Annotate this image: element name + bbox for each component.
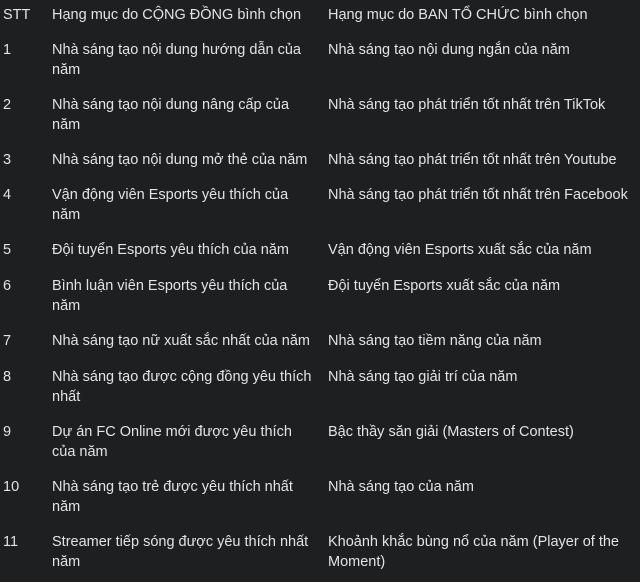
row-community: Streamer tiếp sóng được yêu thích nhất năm: [52, 534, 309, 570]
row-stt: 4: [3, 187, 12, 203]
row-community: Bình luận viên Esports yêu thích của năm: [52, 278, 288, 314]
row-stt: 3: [3, 152, 12, 168]
table-row: [0, 240, 640, 260]
row-organizer: Nhà sáng tạo phát triển tốt nhất trên Youtube: [328, 152, 617, 168]
table-row: [0, 276, 640, 316]
row-stt: 7: [3, 333, 12, 349]
row-community: Đội tuyển Esports yêu thích của năm: [52, 242, 289, 258]
row-community: Nhà sáng tạo nội dung mở thẻ của năm: [52, 152, 308, 168]
row-stt: 2: [3, 97, 12, 113]
table-row: [0, 367, 640, 407]
row-community: Nhà sáng tạo nữ xuất sắc nhất của năm: [52, 333, 310, 349]
row-community: Nhà sáng tạo nội dung nâng cấp của năm: [52, 97, 290, 133]
row-organizer: Nhà sáng tạo nội dung ngắn của năm: [328, 42, 570, 58]
table-row: [0, 185, 640, 225]
row-stt: 5: [3, 242, 12, 258]
header-stt: STT: [3, 7, 31, 23]
row-stt: 10: [3, 479, 20, 495]
row-organizer: Nhà sáng tạo của năm: [328, 479, 474, 495]
row-organizer: Vận động viên Esports xuất sắc của năm: [328, 242, 592, 258]
row-organizer: Nhà sáng tạo phát triển tốt nhất trên TikTok: [328, 97, 606, 113]
row-organizer: Nhà sáng tạo giải trí của năm: [328, 369, 518, 385]
table-row: [0, 95, 640, 135]
row-stt: 11: [3, 534, 19, 550]
header-community: Hạng mục do CỘNG ĐỒNG bình chọn: [52, 7, 302, 23]
row-stt: 1: [3, 42, 12, 58]
row-organizer: Khoảnh khắc bùng nổ của năm (Player of the Moment): [328, 534, 619, 570]
row-community: Nhà sáng tạo được cộng đồng yêu thích nhất: [52, 369, 312, 405]
row-community: Vận động viên Esports yêu thích của năm: [52, 187, 289, 223]
table-row: [0, 331, 640, 351]
table-header-row: [0, 5, 640, 25]
row-stt: 9: [3, 424, 12, 440]
row-organizer: Đội tuyển Esports xuất sắc của năm: [328, 278, 561, 294]
table-row: [0, 40, 640, 80]
row-community: Nhà sáng tạo trẻ được yêu thích nhất năm: [52, 479, 293, 515]
table-row: [0, 422, 640, 462]
row-organizer: Nhà sáng tạo tiềm năng của năm: [328, 333, 542, 349]
row-organizer: Bậc thầy săn giải (Masters of Contest): [328, 424, 574, 440]
table-row: [0, 150, 640, 170]
table-row: [0, 477, 640, 517]
row-stt: 8: [3, 369, 12, 385]
row-community: Dự án FC Online mới được yêu thích của năm: [52, 424, 292, 460]
table-row: [0, 532, 640, 572]
row-community: Nhà sáng tạo nội dung hướng dẫn của năm: [52, 42, 301, 78]
row-organizer: Nhà sáng tạo phát triển tốt nhất trên Facebook: [328, 187, 628, 203]
header-organizer: Hạng mục do BAN TỔ CHỨC bình chọn: [328, 7, 588, 23]
row-stt: 6: [3, 278, 12, 294]
